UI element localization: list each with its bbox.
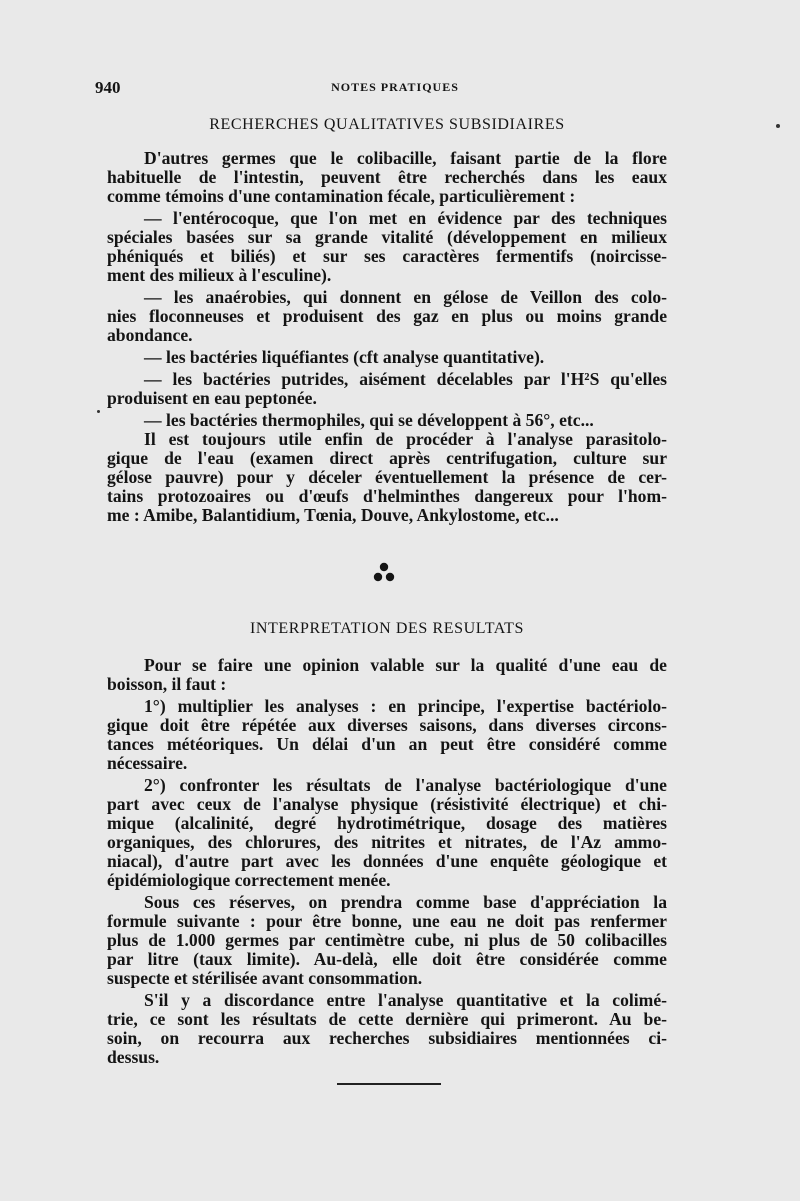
text-line: trie, ce sont les résultats de cette dernière qui primeront. Au be- [107, 1009, 667, 1029]
text-line: organiques, des chlorures, des nitrites et nitrates, de l'Az ammo- [107, 832, 667, 852]
text-line: D'autres germes que le colibacille, faisant partie de la flore [144, 148, 667, 168]
text-line: nies floconneuses et produisent des gaz en plus ou moins grande [107, 306, 667, 326]
text-line: soin, on recourra aux recherches subsidiaires mentionnées ci- [107, 1028, 667, 1048]
section-body-interpretation [107, 656, 667, 1067]
scan-speck [776, 124, 780, 128]
text-line: abondance. [107, 325, 193, 345]
text-line: phéniqués et biliés) et sur ses caractères fermentifs (noircisse- [107, 246, 667, 266]
text-line: me : Amibe, Balantidium, Tœnia, Douve, Ankylostome, etc... [107, 505, 559, 525]
page-number: 940 [95, 78, 121, 97]
text-line: — les anaérobies, qui donnent en gélose de Veillon des colo- [144, 287, 667, 307]
text-line: S'il y a discordance entre l'analyse quantitative et la colimé- [144, 990, 667, 1010]
section-title-interpretation: INTERPRETATION DES RESULTATS [249, 620, 525, 637]
page-header [95, 78, 695, 98]
text-line: 2°) confronter les résultats de l'analyse bactériologique d'une [144, 775, 667, 795]
text-line: nécessaire. [107, 753, 188, 773]
text-line: — les bactéries thermophiles, qui se développent à 56°, etc... [144, 410, 594, 430]
text-line: gélose pauvre) pour y déceler éventuellement la présence de cer- [107, 467, 667, 487]
text-line: dessus. [107, 1047, 160, 1067]
text-line: plus de 1.000 germes par centimètre cube, ni plus de 50 colibacilles [107, 930, 667, 950]
text-line: suspecte et stérilisée avant consommation. [107, 968, 423, 988]
text-line: — les bactéries putrides, aisément décelables par l'H²S qu'elles [144, 369, 667, 389]
text-line: part avec ceux de l'analyse physique (résistivité électrique) et chi- [107, 794, 667, 814]
scan-speck [97, 410, 100, 413]
text-line: Sous ces réserves, on prendra comme base d'appréciation la [144, 892, 667, 912]
text-line: formule suivante : pour être bonne, une eau ne doit pas renfermer [107, 911, 667, 931]
text-line: habituelle de l'intestin, peuvent être recherchés dans les eaux [107, 167, 667, 187]
text-line: — l'entérocoque, que l'on met en évidence par des techniques [144, 208, 667, 228]
text-line: produisent en eau peptonée. [107, 388, 317, 408]
text-line: par litre (taux limite). Au-delà, elle doit être considérée comme [107, 949, 667, 969]
section-body-recherches [107, 149, 667, 525]
text-line: épidémiologique correctement menée. [107, 870, 391, 890]
end-rule [337, 1083, 441, 1085]
asterism-ornament [368, 560, 400, 586]
text-line: Il est toujours utile enfin de procéder à l'analyse parasitolo- [144, 429, 667, 449]
text-line: boisson, il faut : [107, 674, 227, 694]
text-line: 1°) multiplier les analyses : en principe, l'expertise bactériolo- [144, 696, 667, 716]
text-line: gique de l'eau (examen direct après centrifugation, culture sur [107, 448, 667, 468]
text-line: tains protozoaires ou d'œufs d'helminthes dangereux pour l'hom- [107, 486, 667, 506]
text-line: Pour se faire une opinion valable sur la qualité d'une eau de [144, 655, 667, 675]
text-line: spéciales basées sur sa grande vitalité (développement en milieux [107, 227, 667, 247]
text-line: — les bactéries liquéfiantes (cft analyse quantitative). [144, 347, 545, 367]
text-line: comme témoins d'une contamination fécale, particulièrement : [107, 186, 576, 206]
text-line: niacal), d'autre part avec les données d'une enquête géologique et [107, 851, 667, 871]
text-line: ment des milieux à l'esculine). [107, 265, 332, 285]
text-line: mique (alcalinité, degré hydrotimétrique, dosage des matières [107, 813, 667, 833]
section-title-recherches: RECHERCHES QUALITATIVES SUBSIDIAIRES [209, 116, 565, 133]
running-head: NOTES PRATIQUES [331, 80, 459, 94]
text-line: tances météoriques. Un délai d'un an peut être considéré comme [107, 734, 667, 754]
text-line: gique doit être répétée aux diverses saisons, dans diverses circons- [107, 715, 667, 735]
